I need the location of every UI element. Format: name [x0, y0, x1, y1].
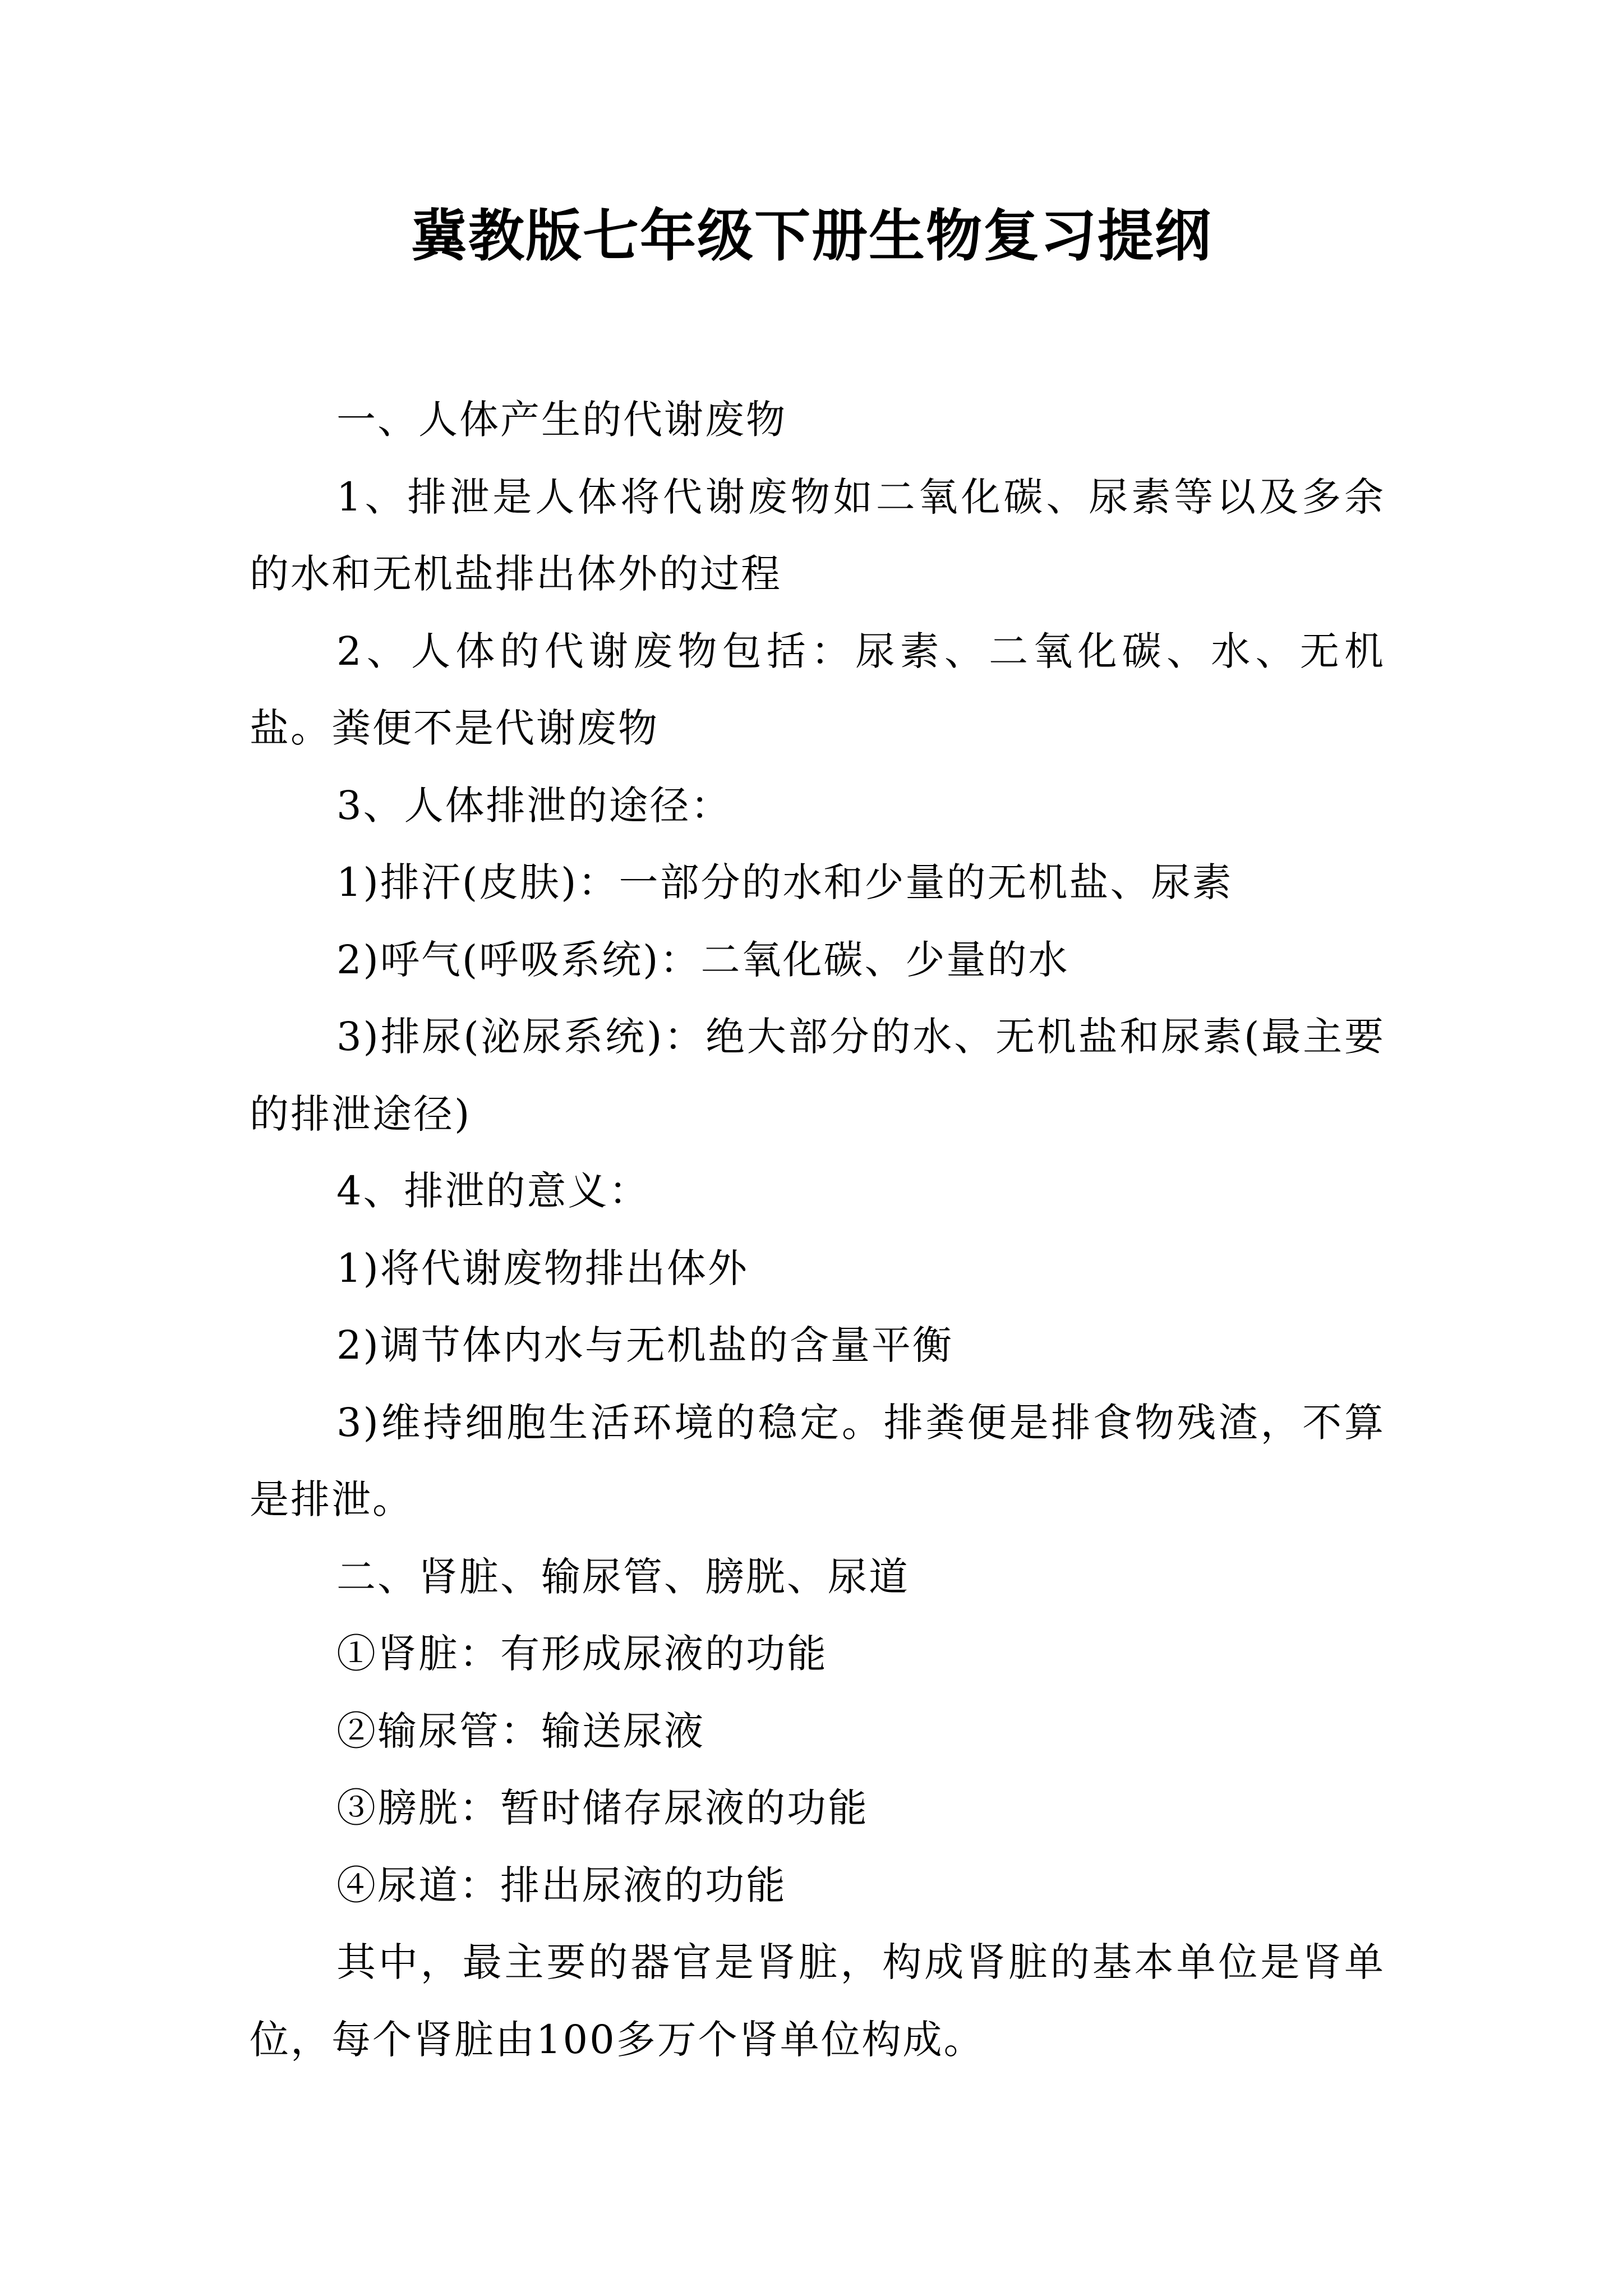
paragraph-route-urination: 3)排尿(泌尿系统)：绝大部分的水、无机盐和尿素(最主要的排泄途径)	[250, 1014, 1385, 1137]
paragraph-section-1-heading: 一、人体产生的代谢废物	[336, 397, 787, 443]
paragraph-excretion-definition: 1、排泄是人体将代谢废物如二氧化碳、尿素等以及多余的水和无机盐排出体外的过程	[250, 473, 1385, 597]
paragraph-significance-heading: 4、排泄的意义：	[336, 1168, 650, 1214]
paragraph-excretion-routes-heading: 3、人体排泄的途径：	[336, 782, 732, 829]
paragraph-organ-kidney: ①肾脏：有形成尿液的功能	[336, 1631, 828, 1677]
paragraph-metabolic-wastes: 2、人体的代谢废物包括：尿素、二氧化碳、水、无机盐。粪便不是代谢废物	[250, 628, 1385, 751]
document-body	[250, 381, 1385, 2078]
document-title: 冀教版七年级下册生物复习提纲	[411, 203, 1212, 269]
paragraph-kidney-summary: 其中，最主要的器官是肾脏，构成肾脏的基本单位是肾单位，每个肾脏由100多万个肾单位构成。	[250, 1939, 1385, 2063]
paragraph-organ-ureter: ②输尿管：输送尿液	[336, 1708, 705, 1754]
paragraph-route-exhaling: 2)呼气(呼吸系统)：二氧化碳、少量的水	[336, 936, 1069, 983]
paragraph-organ-bladder: ③膀胱：暂时储存尿液的功能	[336, 1785, 869, 1831]
paragraph-significance-1: 1)将代谢废物排出体外	[336, 1245, 749, 1291]
paragraph-section-2-heading: 二、肾脏、输尿管、膀胱、尿道	[336, 1553, 910, 1600]
paragraph-organ-urethra: ④尿道：排出尿液的功能	[336, 1862, 787, 1908]
paragraph-significance-3: 3)维持细胞生活环境的稳定。排粪便是排食物残渣，不算是排泄。	[250, 1399, 1385, 1522]
paragraph-significance-2: 2)调节体内水与无机盐的含量平衡	[336, 1322, 953, 1368]
paragraph-route-sweating: 1)排汗(皮肤)：一部分的水和少量的无机盐、尿素	[336, 859, 1233, 905]
